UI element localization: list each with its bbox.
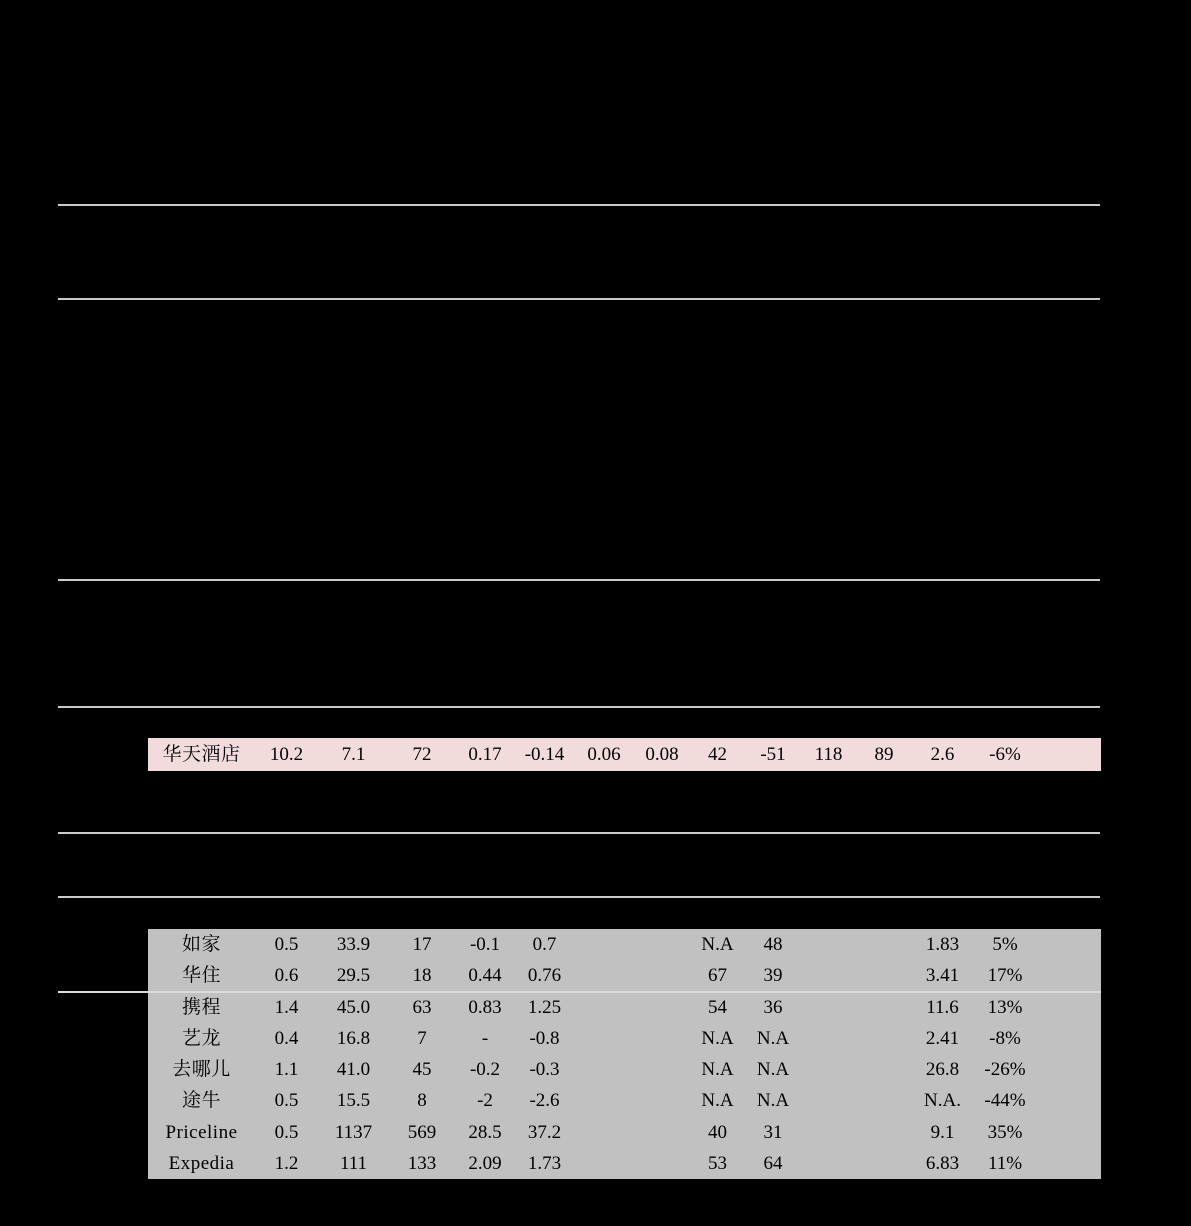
table-cell: N.A: [756, 1027, 790, 1049]
table-cell: 6.83: [925, 1152, 960, 1174]
table-cell: 0.08: [645, 744, 679, 765]
horizontal-rule: [58, 579, 1100, 581]
row-label: 如家: [181, 934, 221, 956]
row-label: 华天酒店: [162, 744, 241, 765]
horizontal-rule: [58, 706, 1100, 708]
table-cell: 0.76: [527, 965, 562, 987]
table-cell: 29.5: [336, 965, 371, 987]
table-cell: 0.5: [274, 934, 299, 956]
table-cell: 1.4: [274, 996, 299, 1018]
table-cell: 1.2: [274, 1152, 299, 1174]
table-cell: 48: [763, 934, 783, 956]
table-cell: -2: [477, 1090, 493, 1112]
table-cell: 2.09: [468, 1152, 502, 1174]
row-label: 艺龙: [181, 1027, 221, 1049]
row-label: Priceline: [165, 1121, 238, 1143]
table-cell: 9.1: [930, 1121, 955, 1143]
horizontal-rule: [58, 832, 1100, 834]
table-cell: -: [481, 1027, 489, 1049]
table-cell: 7.1: [341, 744, 366, 765]
table-cell: 42: [708, 744, 727, 765]
row-label: 途牛: [181, 1090, 221, 1112]
highlighted-table-row: [148, 738, 1101, 771]
table-cell: -0.3: [529, 1059, 560, 1081]
table-row: [148, 1148, 1101, 1179]
table-cell: 0.4: [274, 1027, 299, 1049]
table-cell: 1137: [334, 1121, 373, 1143]
horizontal-rule: [58, 896, 1100, 898]
table-cell: 0.5: [274, 1121, 299, 1143]
table-cell: 37.2: [527, 1121, 562, 1143]
table-cell: 63: [412, 996, 432, 1018]
row-label: 携程: [181, 996, 221, 1018]
table-cell: 54: [708, 996, 727, 1018]
table-cell: 36: [763, 996, 783, 1018]
table-cell: 16.8: [336, 1027, 371, 1049]
table-cell: 13%: [987, 996, 1023, 1018]
table-cell: 17%: [987, 965, 1023, 987]
table-cell: -2.6: [529, 1090, 560, 1112]
table-cell: 0.44: [468, 965, 502, 987]
table-cell: 2.6: [930, 744, 955, 765]
table-cell: 28.5: [468, 1121, 502, 1143]
table-cell: 26.8: [925, 1059, 960, 1081]
table-cell: 53: [708, 1152, 727, 1174]
table-cell: N.A: [756, 1059, 790, 1081]
table-cell: -0.8: [529, 1027, 560, 1049]
row-label: 去哪儿: [172, 1059, 231, 1081]
table-cell: 17: [412, 934, 432, 956]
table-cell: 1.1: [274, 1059, 299, 1081]
table-cell: N.A.: [924, 1090, 961, 1112]
table-cell: 11%: [987, 1152, 1023, 1174]
table-row: [148, 1117, 1101, 1148]
table-cell: N.A: [701, 1027, 734, 1049]
table-cell: 0.17: [468, 744, 502, 765]
table-cell: 31: [763, 1121, 783, 1143]
table-row: [148, 960, 1101, 991]
table-cell: N.A: [701, 1059, 734, 1081]
table-cell: 1.25: [527, 996, 562, 1018]
table-cell: -26%: [984, 1059, 1026, 1081]
table-cell: 8: [417, 1090, 427, 1112]
row-label: Expedia: [168, 1152, 235, 1174]
table-cell: -8%: [989, 1027, 1021, 1049]
table-cell: 111: [339, 1152, 368, 1174]
table-cell: 67: [708, 965, 727, 987]
table-cell: 10.2: [269, 744, 304, 765]
table-cell: 39: [763, 965, 783, 987]
table-cell: 133: [407, 1152, 437, 1174]
comparison-table: [148, 929, 1101, 1179]
table-cell: 3.41: [925, 965, 960, 987]
table-cell: 118: [814, 744, 843, 765]
table-cell: 45.0: [336, 996, 371, 1018]
horizontal-rule: [58, 298, 1100, 300]
table-cell: 41.0: [336, 1059, 371, 1081]
table-cell: -0.2: [469, 1059, 501, 1081]
table-cell: 569: [407, 1121, 437, 1143]
table-row: [148, 1085, 1101, 1116]
table-row: [148, 1023, 1101, 1054]
table-cell: 64: [763, 1152, 783, 1174]
table-cell: -51: [760, 744, 786, 765]
table-cell: 0.83: [468, 996, 502, 1018]
table-cell: 0.7: [532, 934, 557, 956]
table-cell: 0.6: [274, 965, 299, 987]
table-cell: 89: [874, 744, 894, 765]
table-cell: 5%: [992, 934, 1018, 956]
table-cell: N.A: [701, 934, 734, 956]
table-cell: 40: [708, 1121, 727, 1143]
table-cell: 0.06: [587, 744, 621, 765]
table-cell: 7: [417, 1027, 427, 1049]
table-row: [148, 929, 1101, 960]
table-cell: 1.73: [527, 1152, 562, 1174]
table-cell: 11.6: [926, 996, 959, 1018]
table-cell: 45: [412, 1059, 432, 1081]
table-cell: 18: [412, 965, 432, 987]
table-cell: -0.1: [469, 934, 501, 956]
table-separator-rule: [58, 991, 1101, 993]
table-cell: N.A: [701, 1090, 734, 1112]
table-cell: 0.5: [274, 1090, 299, 1112]
table-cell: 1.83: [925, 934, 960, 956]
table-cell: -6%: [989, 744, 1021, 765]
table-cell: N.A: [756, 1090, 790, 1112]
horizontal-rule: [58, 204, 1100, 206]
table-row: [148, 1054, 1101, 1085]
row-label: 华住: [181, 965, 221, 987]
table-cell: 2.41: [925, 1027, 960, 1049]
table-cell: -0.14: [524, 744, 565, 765]
table-cell: -44%: [984, 1090, 1026, 1112]
table-cell: 33.9: [336, 934, 371, 956]
table-cell: 15.5: [336, 1090, 371, 1112]
table-row: [148, 992, 1101, 1023]
table-cell: 72: [412, 744, 432, 765]
table-cell: 35%: [987, 1121, 1023, 1143]
